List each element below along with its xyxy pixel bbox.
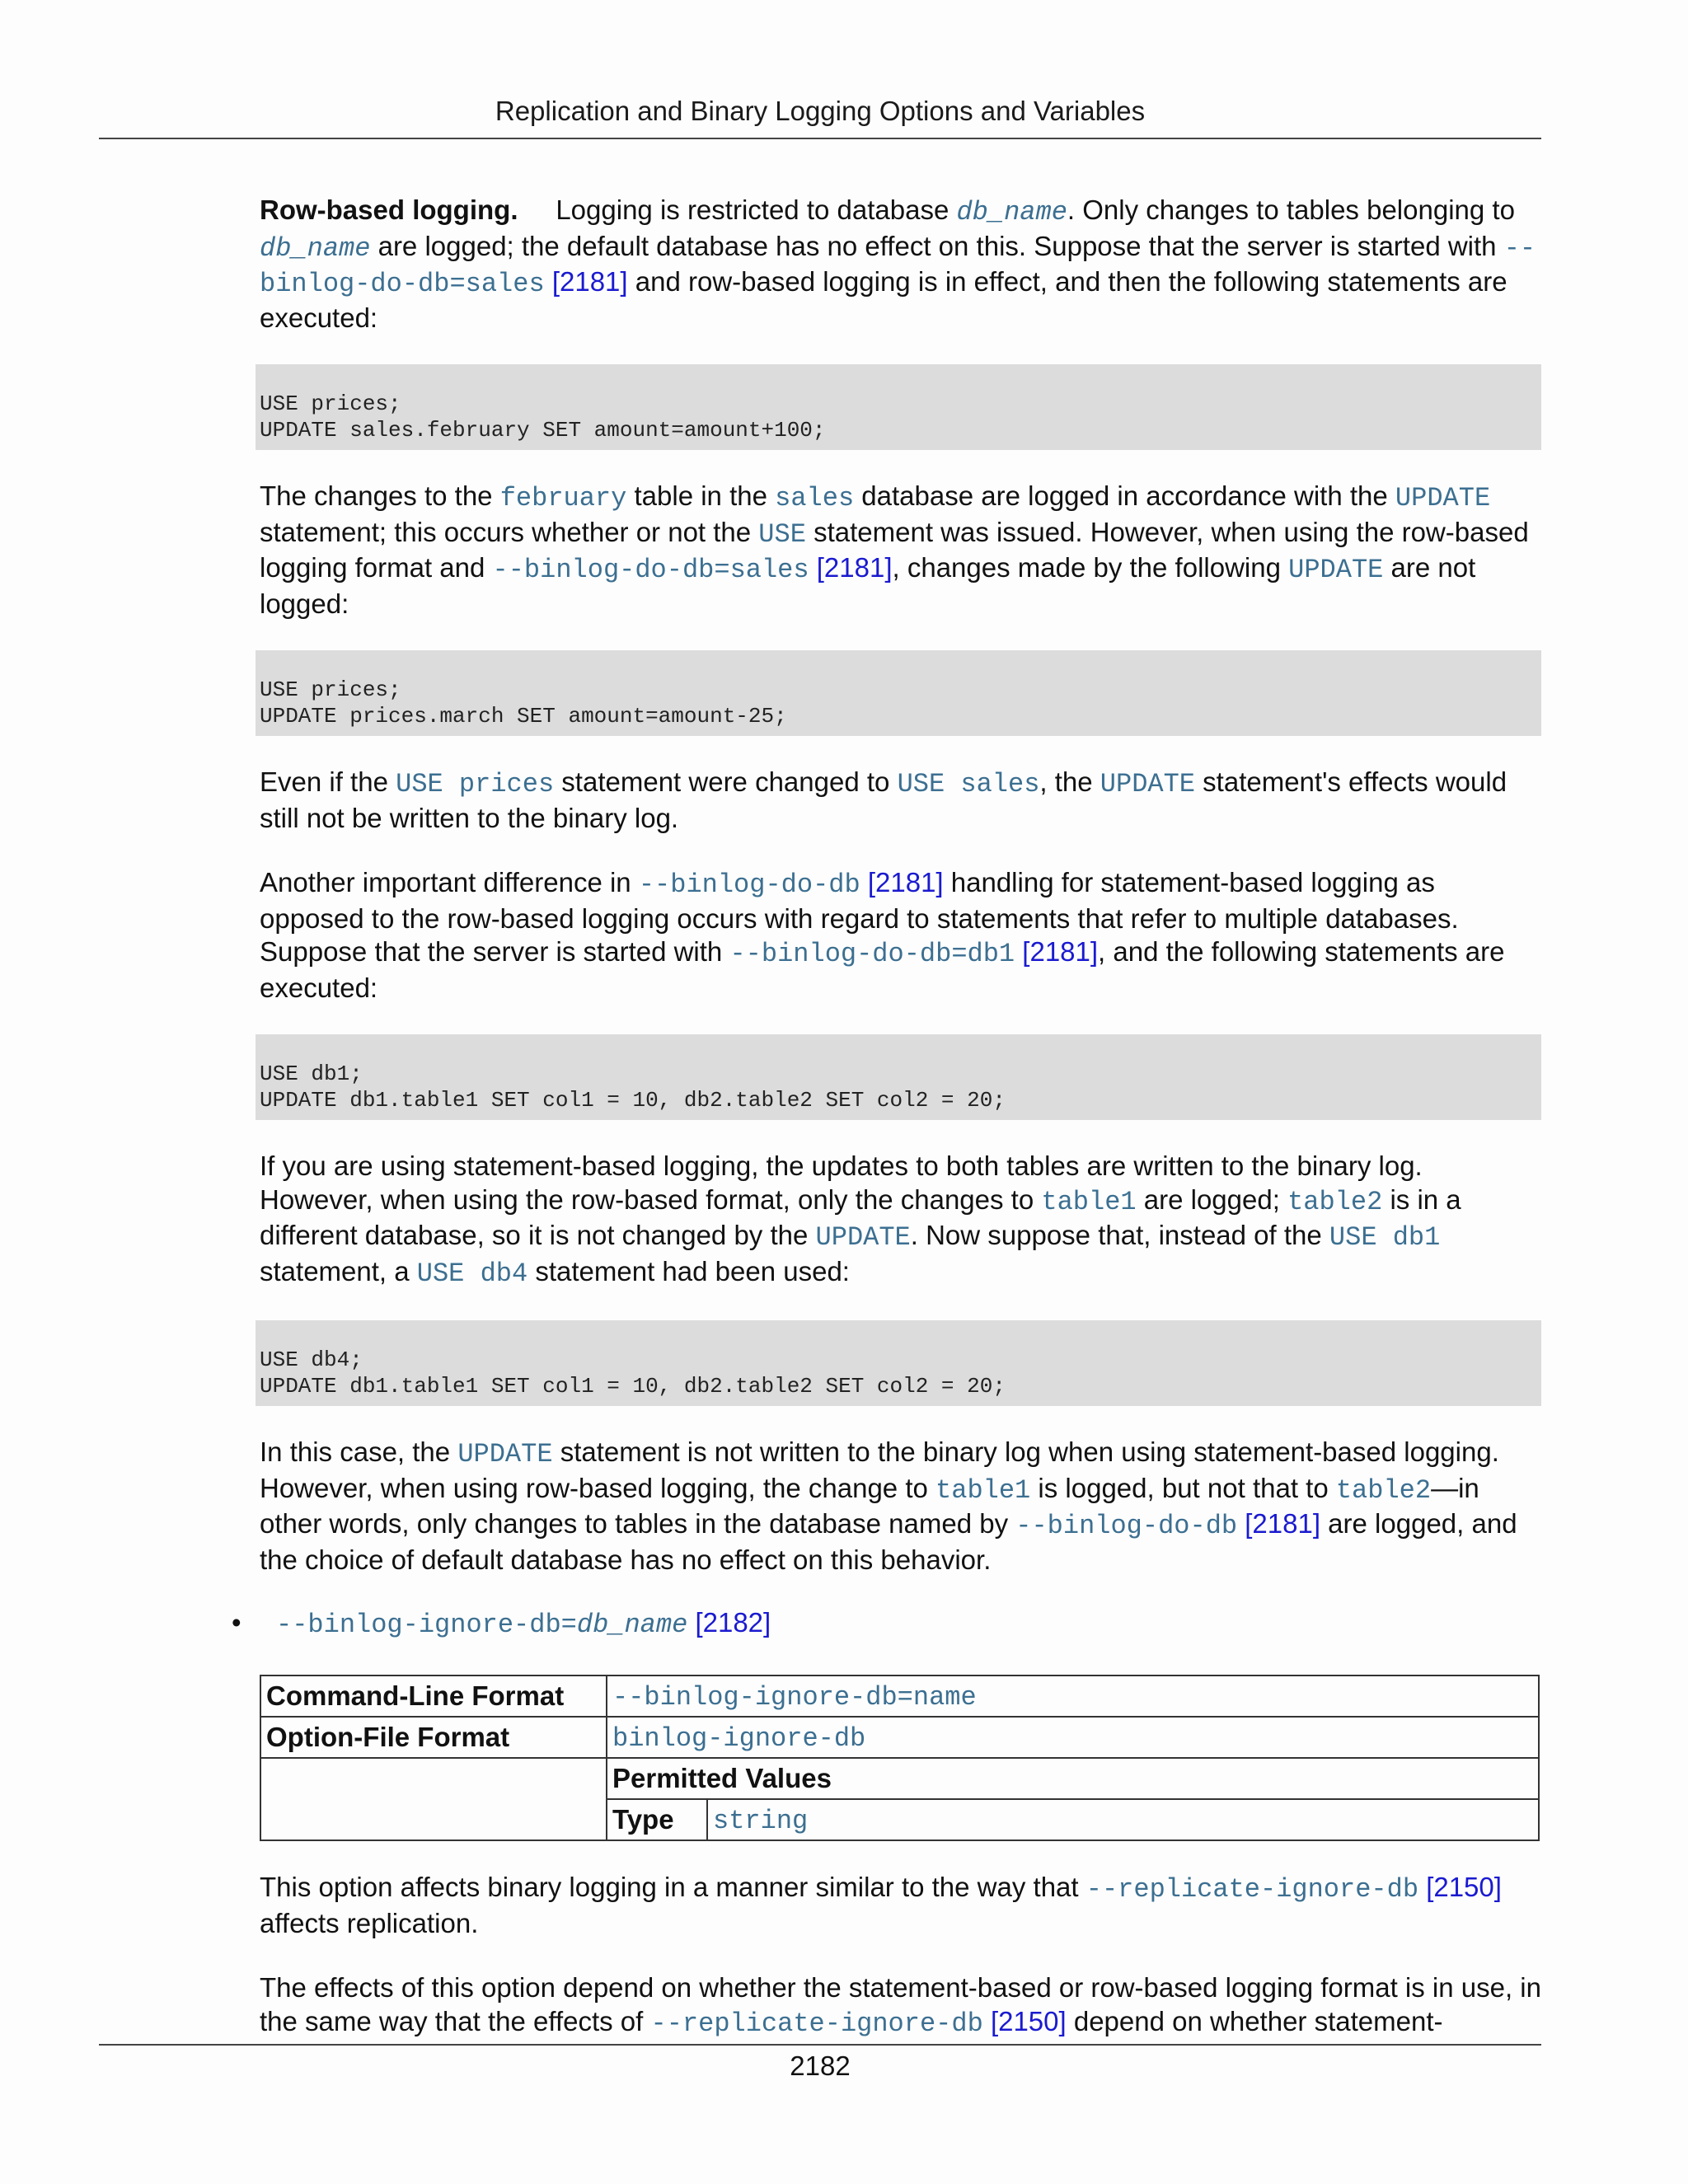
code-inline: UPDATE — [457, 1439, 553, 1469]
code-inline: USE db1 — [1329, 1222, 1441, 1253]
text: This option affects binary logging in a manner similar to the way that — [260, 1872, 1086, 1902]
option-link[interactable] — [276, 1610, 687, 1640]
text: are logged; the default database has no effect on this. Suppose that the server is started with — [370, 230, 1504, 261]
table-value — [607, 1717, 1539, 1758]
paragraph — [260, 480, 1541, 621]
code-inline: UPDATE — [1288, 555, 1384, 585]
code-inline: table2 — [1335, 1474, 1432, 1506]
option-link[interactable]: --binlog-do-db — [1015, 1511, 1238, 1541]
option-link[interactable]: --binlog-do-db=db1 — [729, 939, 1015, 969]
code-inline: table2 — [1287, 1186, 1383, 1217]
paragraph — [260, 766, 1541, 835]
code-block: USE prices; UPDATE prices.march SET amount=amount-25; — [256, 650, 1541, 736]
code-inline: USE — [758, 518, 806, 550]
text: are logged; — [1136, 1183, 1288, 1215]
table-row — [260, 1675, 1539, 1717]
page-ref-link[interactable]: [2150] — [1426, 1872, 1502, 1902]
text: table in the — [626, 480, 776, 511]
text: The changes to the — [260, 480, 500, 511]
table-row — [260, 1717, 1539, 1758]
text: affects replication. — [260, 1907, 479, 1938]
footer-rule — [99, 2044, 1541, 2046]
code-block: USE db1; UPDATE db1.table1 SET col1 = 10, db2.table2 SET col2 = 20; — [256, 1034, 1541, 1120]
paragraph — [260, 1150, 1541, 1291]
text: and row-based logging is in effect, and then the following statements are executed: — [260, 266, 1507, 333]
text: statement; this occurs whether or not the — [260, 516, 759, 547]
text: . Now suppose that, instead of the — [910, 1220, 1329, 1250]
code-inline: binlog-ignore-db — [612, 1723, 866, 1754]
code-inline: db_name — [260, 232, 371, 264]
option-name: --binlog-ignore-db= — [276, 1610, 577, 1640]
option-bullet-item — [232, 1606, 1541, 1642]
page-ref-link[interactable]: [2181] — [867, 867, 944, 898]
text: . Only changes to tables belonging to — [1067, 194, 1515, 225]
text: handling for statement-based logging as opposed to the row-based logging occurs with regard to statements that refer to multiple databases. Suppose that the server is started with — [260, 867, 1459, 967]
code-inline: february — [499, 483, 627, 513]
page-ref-link[interactable]: [2182] — [695, 1607, 771, 1638]
code-inline: table1 — [1041, 1186, 1137, 1217]
text: If you are using statement-based logging, the updates to both tables are written to the binary log. However, when using the row-based format, only the changes to — [260, 1151, 1423, 1215]
option-arg: db_name — [576, 1610, 688, 1640]
table-label: Option-File Format — [260, 1717, 607, 1758]
table-value — [707, 1799, 1539, 1840]
text: depend on whether statement- — [1066, 2005, 1443, 2036]
page-ref-link[interactable]: [2181] — [1022, 936, 1099, 967]
paragraph — [260, 1871, 1541, 1940]
option-link[interactable]: --binlog-do-db=sales — [492, 555, 809, 585]
code-inline: db_name — [956, 197, 1067, 227]
text: statement's effects would still not be written to the binary log. — [260, 766, 1507, 833]
text: is in a different database, so it is not changed by the — [260, 1183, 1461, 1250]
text: The effects of this option depend on whether the statement-based or row-based logging format is in use, in the same way that the effects of — [260, 1972, 1541, 2036]
page-header: Replication and Binary Logging Options and Variables — [495, 96, 1146, 126]
page-ref-link[interactable]: [2181] — [1245, 1508, 1321, 1539]
text: database are logged in accordance with the — [854, 480, 1395, 511]
paragraph — [260, 1436, 1541, 1577]
code-inline: sales — [775, 483, 855, 513]
page-ref-link[interactable]: [2181] — [816, 552, 893, 583]
code-inline: UPDATE — [1100, 769, 1195, 799]
text: statement, a — [260, 1255, 417, 1286]
code-inline: UPDATE — [1395, 483, 1491, 513]
text: are logged, and the choice of default database has no effect on this behavior. — [260, 1508, 1517, 1575]
text: statement had been used: — [528, 1255, 850, 1286]
code-block: USE prices; UPDATE sales.february SET amount=amount+100; — [256, 364, 1541, 450]
page-ref-link[interactable]: [2181] — [551, 266, 628, 297]
permitted-values-heading: Permitted Values — [607, 1758, 1539, 1799]
table-empty-cell — [260, 1758, 607, 1840]
option-link[interactable]: --binlog-do-db — [638, 869, 860, 900]
code-inline: string — [713, 1806, 809, 1836]
text: —in other words, only changes to tables in the database named by — [260, 1472, 1479, 1539]
code-block: USE db4; UPDATE db1.table1 SET col1 = 10, db2.table2 SET col2 = 20; — [256, 1320, 1541, 1406]
table-label: Type — [607, 1799, 707, 1840]
code-inline: USE sales — [897, 769, 1040, 799]
option-link[interactable]: --replicate-ignore-db — [650, 2008, 983, 2039]
option-properties-table — [260, 1675, 1540, 1841]
text: statement was issued. However, when using the row-based logging format and — [260, 516, 1529, 583]
code-inline: USE prices — [396, 769, 555, 799]
text: , changes made by the following — [892, 552, 1289, 583]
table-label: Command-Line Format — [260, 1675, 607, 1717]
text: statement is not written to the binary log when using statement-based logging. However, when using row-based logging, the change to — [260, 1436, 1499, 1503]
header-rule — [99, 138, 1541, 139]
text: Logging is restricted to database — [556, 194, 957, 225]
page-number: 2182 — [790, 2050, 851, 2081]
page-ref-link[interactable]: [2150] — [990, 2005, 1067, 2036]
paragraph — [260, 866, 1541, 1005]
text: statement were changed to — [554, 766, 898, 797]
option-link[interactable]: --replicate-ignore-db — [1085, 1874, 1419, 1905]
main-content — [232, 194, 1541, 2041]
text: Another important difference in — [260, 867, 639, 898]
text: , the — [1039, 766, 1100, 797]
code-inline: table1 — [935, 1474, 1031, 1506]
text: is logged, but not that to — [1030, 1472, 1336, 1503]
code-inline: USE db4 — [416, 1258, 528, 1289]
text: are not logged: — [260, 552, 1476, 619]
table-row — [260, 1758, 1539, 1799]
text: In this case, the — [260, 1436, 458, 1467]
table-value — [607, 1675, 1539, 1717]
option-link[interactable]: --binlog-do-db=sales — [260, 232, 1536, 299]
paragraph-row-based-logging — [260, 194, 1541, 335]
lead-heading: Row-based logging. — [260, 194, 518, 225]
text: Even if the — [260, 766, 396, 797]
paragraph — [260, 1971, 1541, 2041]
bullet-icon: • — [232, 1607, 241, 1638]
code-inline: UPDATE — [815, 1222, 911, 1253]
code-inline: --binlog-ignore-db=name — [612, 1682, 977, 1713]
text: , and the following statements are executed: — [260, 936, 1505, 1003]
